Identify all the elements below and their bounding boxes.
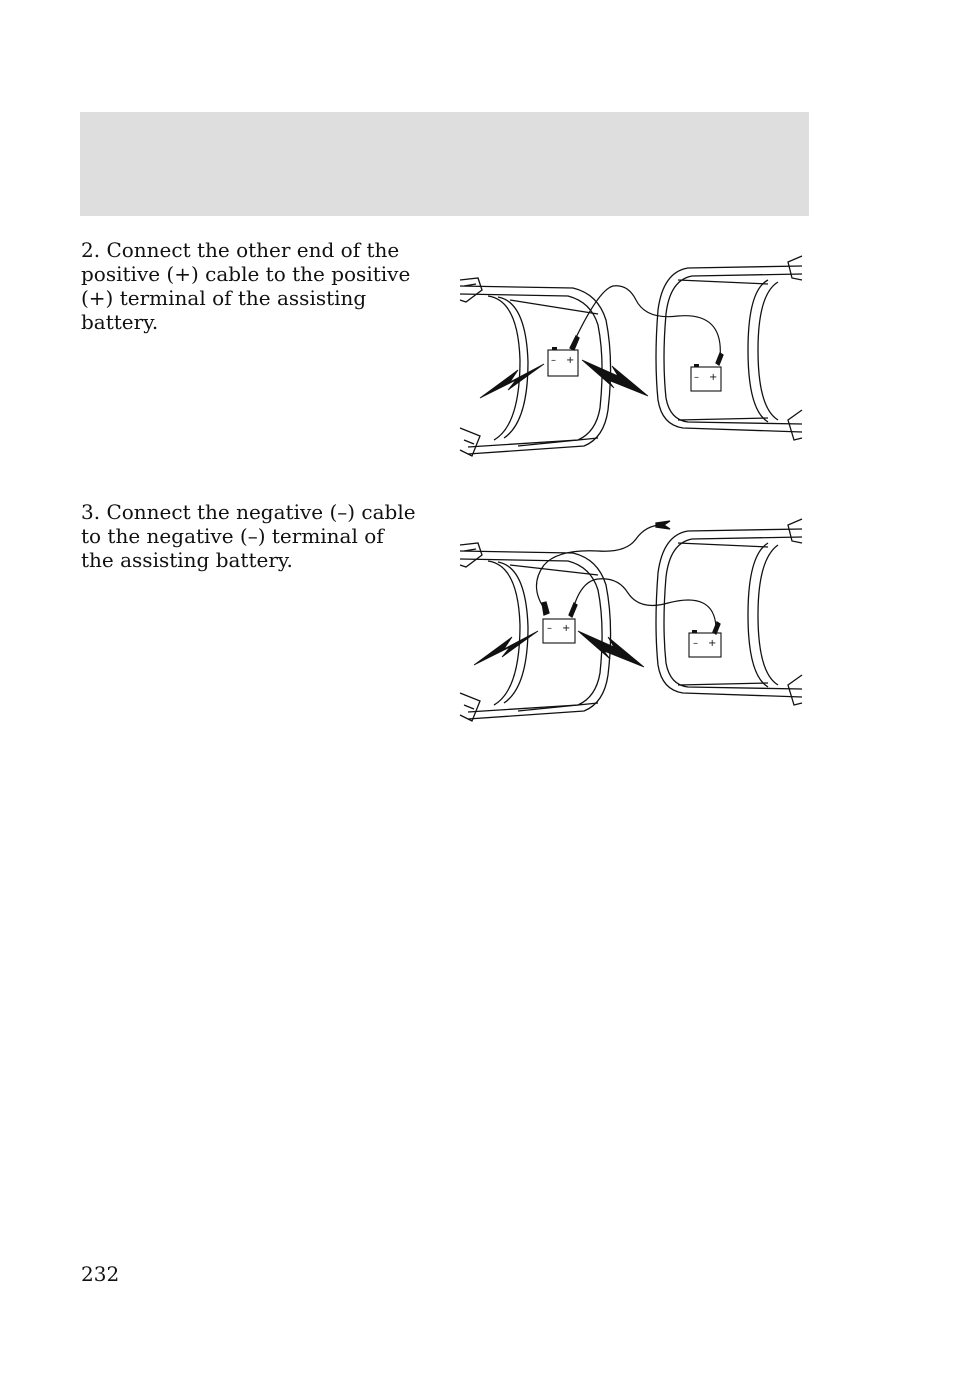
clamp-icon [570, 336, 579, 350]
battery-minus-label: – [547, 623, 552, 634]
step-2-text: 2. Connect the other end of the positive (+) cable to the positive (+) terminal of the assisting battery. [81, 238, 411, 334]
lightning-bolt-icon [480, 364, 544, 398]
right-car-outline [656, 519, 802, 705]
right-car-outline [656, 256, 802, 440]
left-car-outline [460, 278, 611, 456]
lightning-bolt-icon [582, 360, 648, 396]
jump-start-positive-cable-illustration-icon [458, 250, 804, 472]
battery-minus-label: – [551, 355, 556, 366]
battery-minus-label: – [693, 638, 698, 649]
positive-cable [572, 286, 720, 358]
battery-plus-label: + [562, 623, 571, 634]
lightning-bolt-icon [474, 631, 538, 665]
disabled-battery [548, 347, 578, 376]
assisting-battery [691, 364, 721, 391]
header-band [80, 112, 809, 216]
clamp-icon [569, 603, 577, 617]
jump-start-negative-cable-illustration-icon [458, 515, 804, 737]
step-3-text: 3. Connect the negative (–) cable to the negative (–) terminal of the assisting battery. [81, 500, 416, 572]
disabled-battery [543, 619, 575, 643]
page-number: 232 [81, 1262, 120, 1286]
clamp-icon [716, 353, 723, 365]
battery-plus-label: + [709, 372, 718, 383]
clamp-icon [656, 521, 670, 529]
clamp-icon [713, 622, 720, 634]
battery-plus-label: + [708, 638, 717, 649]
positive-cable [572, 579, 716, 627]
battery-plus-label: + [566, 355, 575, 366]
clamp-icon [542, 602, 549, 615]
battery-minus-label: – [694, 372, 699, 383]
